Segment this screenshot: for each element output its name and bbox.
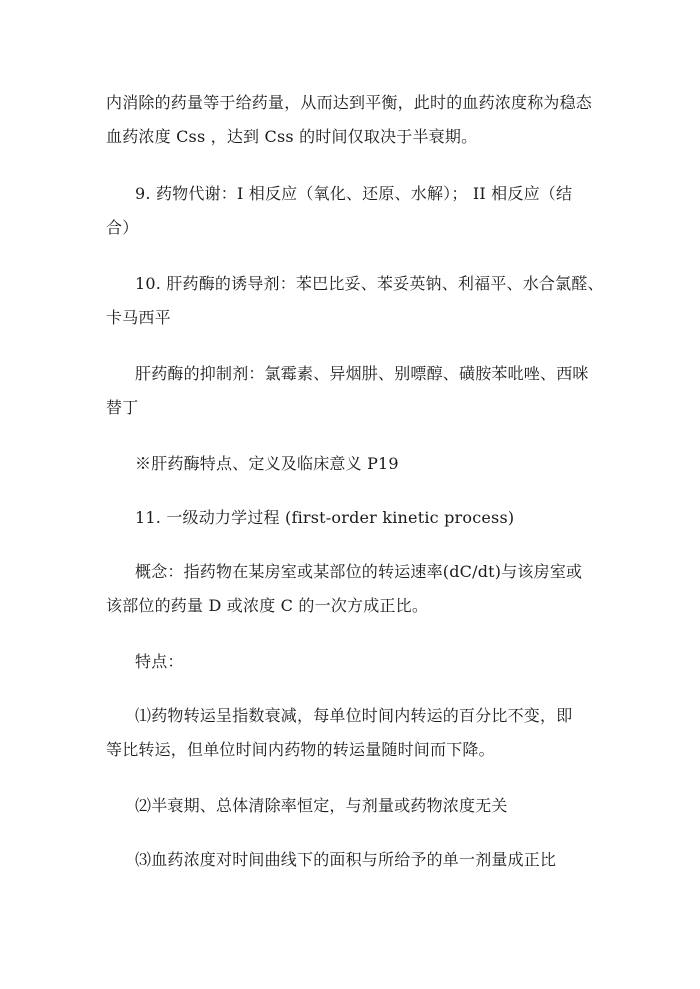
text-line: 卡马西平 bbox=[106, 308, 171, 327]
paragraph-css-definition bbox=[106, 86, 606, 154]
text-line: ⑴药物转运呈指数衰减，每单位时间内转运的百分比不变，即 bbox=[135, 706, 573, 725]
text-line: 特点： bbox=[135, 652, 184, 671]
text-line: 血药浓度 Css ，达到 Css 的时间仅取决于半衰期。 bbox=[106, 127, 478, 146]
text-line: 肝药酶的抑制剂：氯霉素、异烟肼、别嘌醇、磺胺苯吡唑、西咪 bbox=[135, 364, 589, 383]
text-line: 合） bbox=[106, 218, 139, 237]
paragraph-enzyme-inhibitors bbox=[106, 357, 635, 425]
paragraph-feature-3 bbox=[135, 843, 635, 877]
paragraph-drug-metabolism bbox=[106, 177, 635, 245]
paragraph-enzyme-note bbox=[135, 447, 635, 481]
text-line: ⑶血药浓度对时间曲线下的面积与所给予的单一剂量成正比 bbox=[135, 850, 557, 869]
text-line: 9. 药物代谢：I 相反应（氧化、还原、水解）； II 相反应（结 bbox=[135, 184, 573, 203]
paragraph-concept bbox=[106, 555, 635, 623]
text-line: 11. 一级动力学过程 (first-order kinetic process) bbox=[135, 508, 515, 527]
paragraph-feature-2 bbox=[135, 789, 635, 823]
text-line: 10. 肝药酶的诱导剂：苯巴比妥、苯妥英钠、利福平、水合氯醛、 bbox=[135, 274, 604, 293]
features-heading bbox=[135, 645, 635, 679]
section-title-first-order-kinetics bbox=[135, 501, 635, 535]
text-line: 替丁 bbox=[106, 398, 139, 417]
text-line: 该部位的药量 D 或浓度 C 的一次方成正比。 bbox=[106, 596, 429, 615]
text-line: ⑵半衰期、总体清除率恒定，与剂量或药物浓度无关 bbox=[135, 796, 508, 815]
paragraph-feature-1 bbox=[106, 699, 635, 767]
text-line: 等比转运，但单位时间内药物的转运量随时间而下降。 bbox=[106, 740, 495, 759]
text-line: ※肝药酶特点、定义及临床意义 P19 bbox=[135, 454, 399, 473]
text-line: 内消除的药量等于给药量，从而达到平衡，此时的血药浓度称为稳态 bbox=[106, 93, 593, 112]
text-line: 概念：指药物在某房室或某部位的转运速率(dC/dt)与该房室或 bbox=[135, 562, 583, 581]
paragraph-enzyme-inducers bbox=[106, 267, 635, 335]
